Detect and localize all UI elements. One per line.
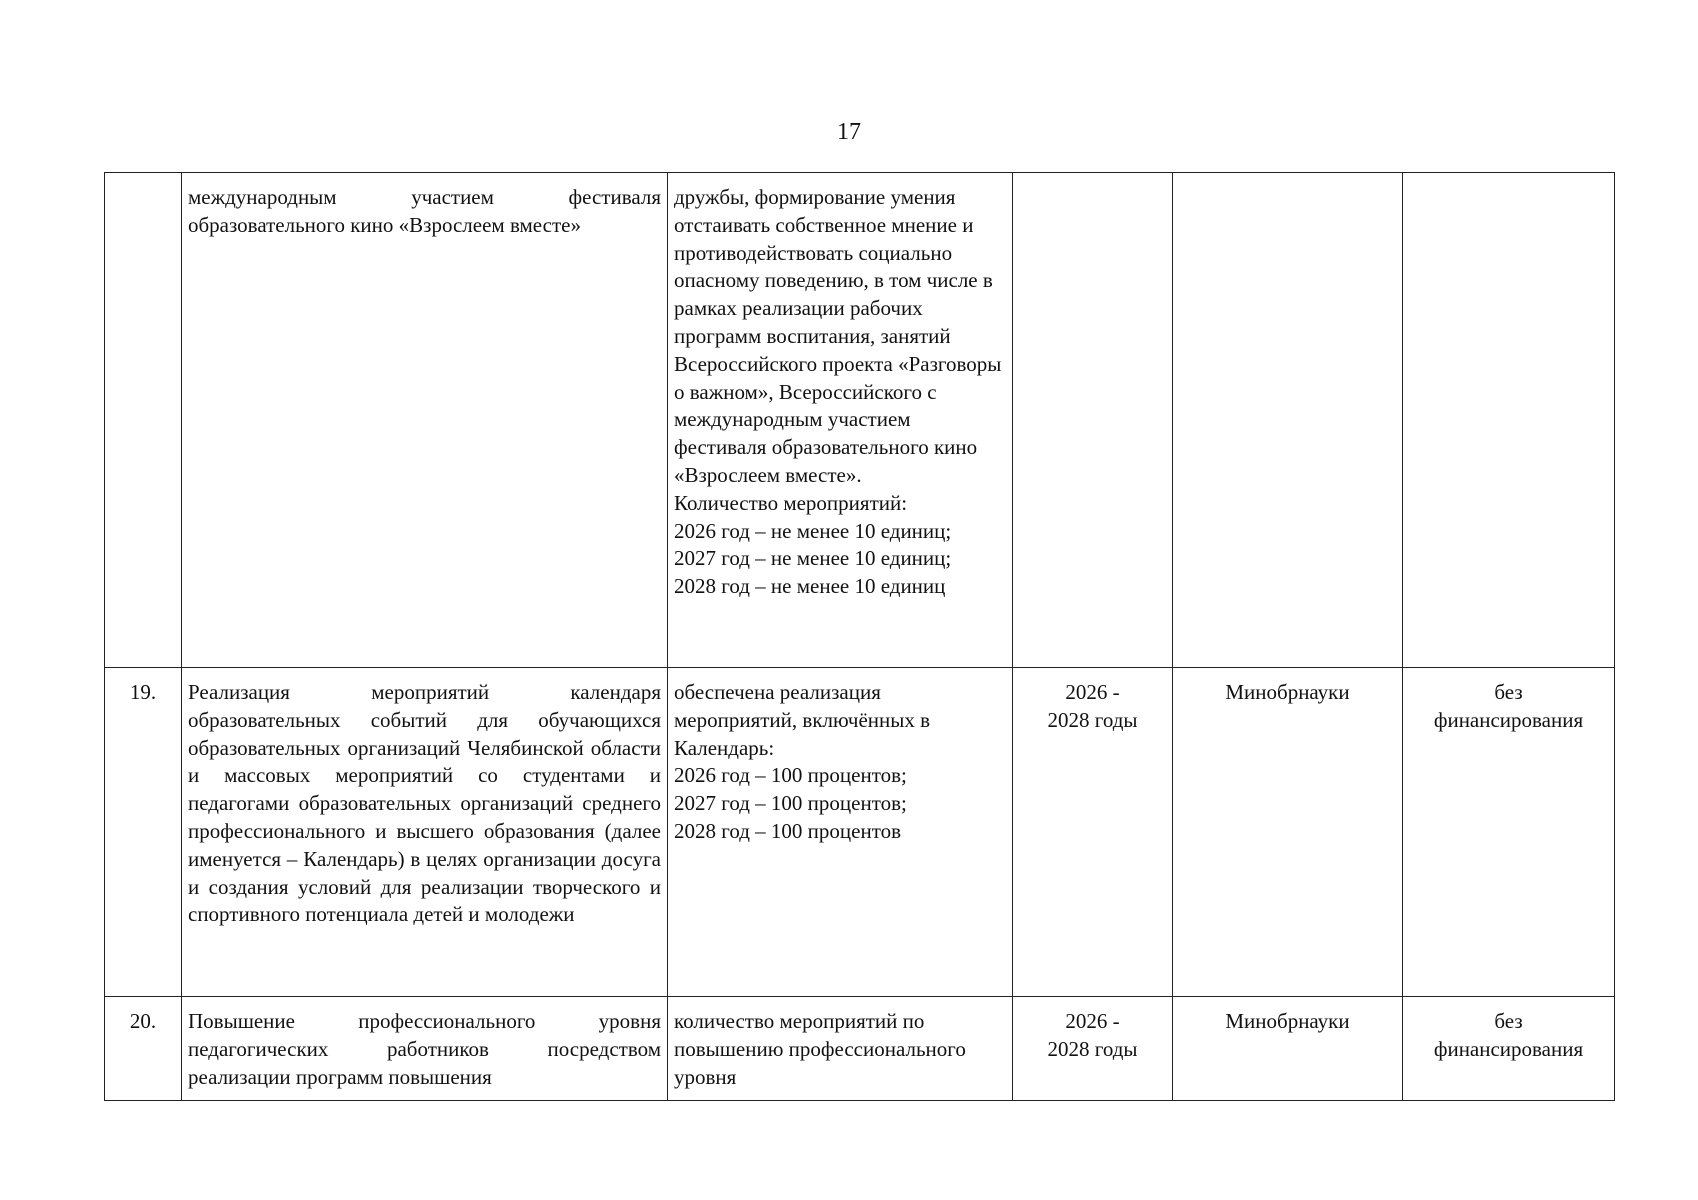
funding-cell [1403, 173, 1615, 668]
table-row [105, 668, 1615, 997]
funding-cell: без финансирования [1403, 668, 1615, 997]
executor-cell: Минобрнауки [1173, 997, 1403, 1101]
result-text: обеспечена реализация мероприятий, включённых в Календарь: [674, 680, 931, 760]
funding-cell: без финансирования [1403, 997, 1615, 1101]
result-text: дружбы, формирование умения отстаивать собственное мнение и противодействовать социально опасному поведению, в том числе в рамках реализации рабочих программ воспитания, занятий Всероссийского проекта «Разговоры о важном», Всероссийского с международным участием фестиваля образовательного кино «Взрослеем вместе». [674, 185, 1002, 487]
event-cell: Реализация мероприятий календаря образовательных событий для обучающихся образовательных организаций Челябинской области и массовых мероприятий со студентами и педагогами образовательных организаций среднего профессионального и высшего образования (далее именуется – Календарь) в целях организации досуга и создания условий для реализации творческого и спортивного потенциала детей и молодежи [182, 668, 668, 997]
executor-cell: Минобрнауки [1173, 668, 1403, 997]
result-cell [668, 173, 1013, 668]
executor-cell [1173, 173, 1403, 668]
term-cell: 2026 - 2028 годы [1013, 668, 1173, 997]
row-number: 19. [105, 668, 182, 997]
table-row [105, 997, 1615, 1101]
result-cell [668, 668, 1013, 997]
result-cell [668, 997, 1013, 1101]
event-cell: Повышение профессионального уровня педагогических работников посредством реализации программ повышения [182, 997, 668, 1101]
term-cell: 2026 - 2028 годы [1013, 997, 1173, 1101]
result-indicators: Количество мероприятий: 2026 год – не менее 10 единиц; 2027 год – не менее 10 единиц; 2028 год – не менее 10 единиц [674, 490, 952, 599]
term-cell [1013, 173, 1173, 668]
result-text: количество мероприятий по повышению профессионального уровня [674, 1009, 966, 1089]
row-number [105, 173, 182, 668]
event-cell: международным участием фестиваля образовательного кино «Взрослеем вместе» [182, 173, 668, 668]
page-number: 17 [837, 119, 861, 145]
result-indicators: 2026 год – 100 процентов; 2027 год – 100 процентов; 2028 год – 100 процентов [674, 763, 907, 843]
table-row [105, 173, 1615, 668]
row-number: 20. [105, 997, 182, 1101]
plan-table [104, 172, 1615, 1101]
